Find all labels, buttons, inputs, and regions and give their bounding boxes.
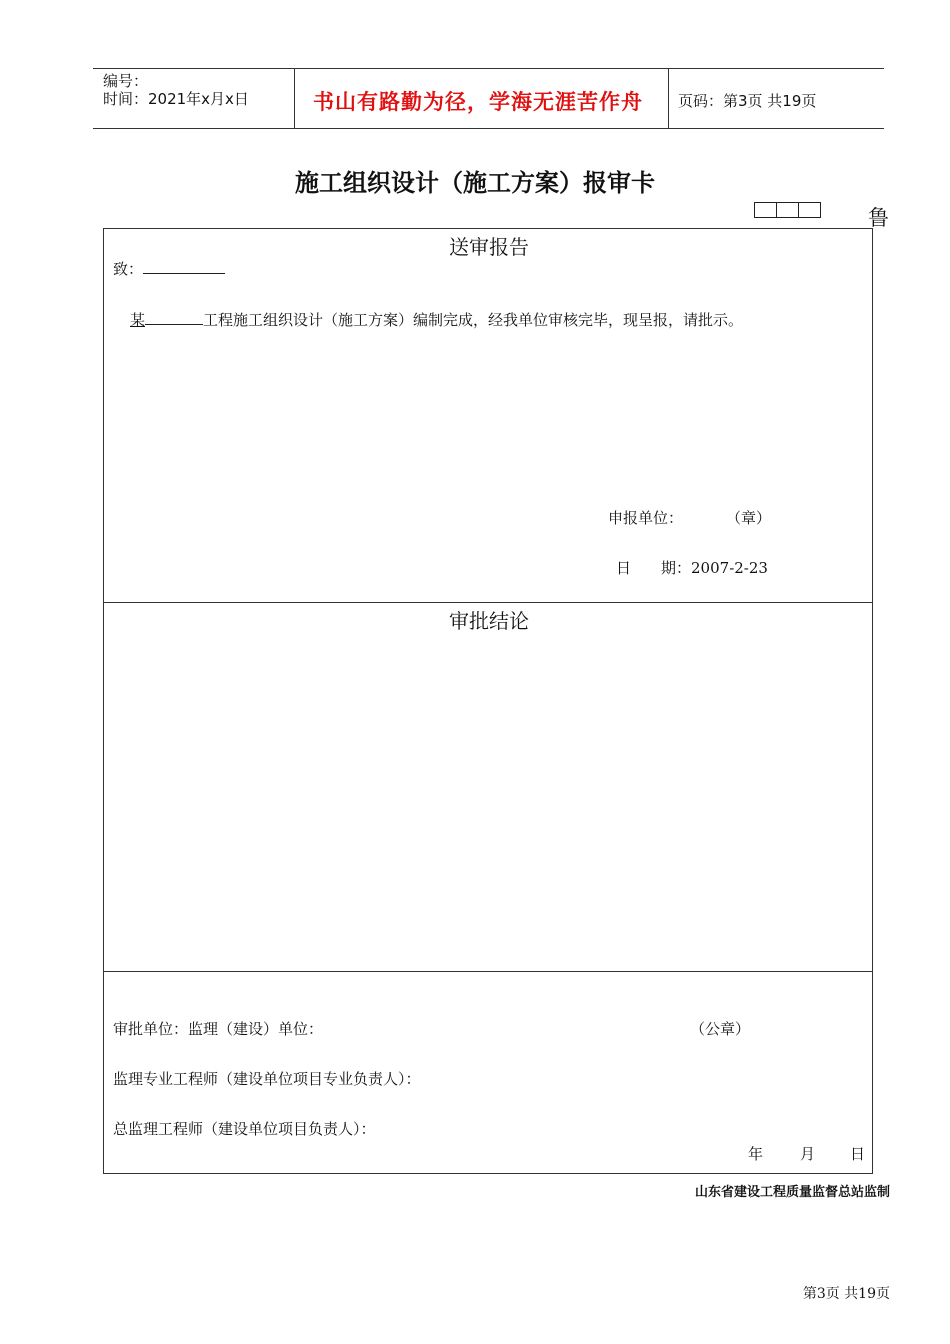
chief-engineer-label: 总监理工程师（建设单位项目负责人）：: [113, 1120, 376, 1138]
approval-heading: 审批结论: [449, 609, 529, 633]
body-prefix: 某: [130, 311, 146, 329]
official-seal-label: （公章）: [690, 1020, 751, 1038]
page-info: 页码：第3页 共19页: [678, 92, 817, 110]
serial-label: 编号：: [103, 72, 149, 90]
to-line: [113, 258, 225, 279]
header-divider-2: [668, 68, 669, 129]
date-value: 2007-2-23: [691, 559, 768, 577]
approval-unit-label: 审批单位：监理（建设）单位：: [113, 1020, 324, 1038]
header-divider-1: [294, 68, 295, 129]
code-boxes: [755, 202, 821, 218]
code-box: [798, 202, 821, 218]
code-box: [754, 202, 777, 218]
header-top-rule: [93, 68, 884, 69]
engineer-label: 监理专业工程师（建设单位项目专业负责人）：: [113, 1070, 421, 1088]
seal-label: （章）: [726, 509, 772, 527]
motto: 书山有路勤为径，学海无涯苦作舟: [313, 90, 643, 114]
year-label: 年: [748, 1145, 764, 1163]
applicant-label: 申报单位：: [608, 509, 684, 527]
day-label: 日: [850, 1145, 866, 1163]
report-body: [130, 309, 743, 330]
time-label: 时间：2021年x月x日: [103, 90, 249, 108]
code-suffix: 鲁: [868, 206, 889, 230]
project-name-blank[interactable]: [145, 310, 203, 325]
code-box: [776, 202, 799, 218]
month-label: 月: [800, 1145, 816, 1163]
report-heading: 送审报告: [449, 235, 529, 259]
section-divider-1: [103, 602, 873, 603]
section-divider-2: [103, 971, 873, 972]
page-number: 第3页 共19页: [802, 1286, 890, 1302]
footer-org: 山东省建设工程质量监督总站监制: [694, 1185, 890, 1200]
date-label: 日 期：: [616, 559, 692, 577]
to-label: 致：: [113, 260, 144, 278]
date-row: [616, 557, 768, 578]
page-title: 施工组织设计（施工方案）报审卡: [295, 169, 655, 197]
to-blank[interactable]: [143, 259, 225, 274]
body-text: 工程施工组织设计（施工方案）编制完成，经我单位审核完毕，现呈报，请批示。: [203, 311, 744, 329]
header-bottom-rule: [93, 128, 884, 129]
